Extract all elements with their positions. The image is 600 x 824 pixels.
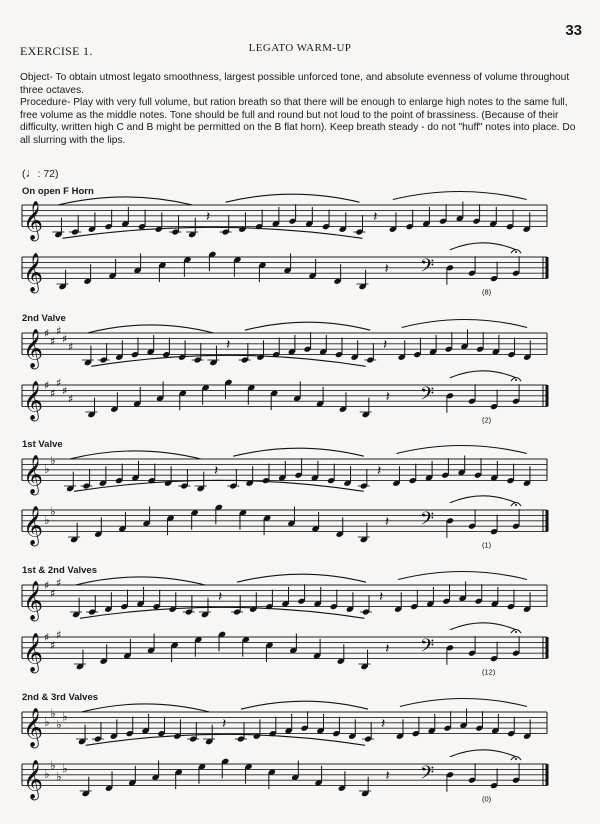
- slur: [245, 322, 371, 330]
- bass-clef-icon: 𝄢: [420, 509, 435, 535]
- treble-clef-icon: 𝄞: [23, 580, 44, 621]
- bass-clef-icon: 𝄢: [420, 636, 435, 662]
- sharp-icon: ♯: [68, 340, 74, 354]
- quarter-rest-icon: 𝄽: [373, 209, 378, 226]
- quarter-rest-icon: 𝄽: [379, 589, 384, 606]
- slur: [76, 577, 205, 585]
- slur: [450, 243, 516, 250]
- treble-clef-icon: 𝄞: [23, 328, 44, 369]
- flat-icon: ♭: [56, 769, 62, 784]
- quarter-rest-icon: 𝄽: [385, 389, 390, 406]
- bass-clef-icon: 𝄢: [420, 256, 435, 282]
- quarter-rest-icon: 𝄽: [384, 514, 390, 531]
- slur: [450, 623, 516, 630]
- treble-clef-icon: 𝄞: [23, 200, 44, 241]
- treble-clef-icon: 𝄞: [23, 454, 44, 495]
- section-label-2nd-3rd-valves: 2nd & 3rd Valves: [22, 692, 99, 703]
- slur: [91, 355, 365, 366]
- treble-clef-icon: 𝄞: [23, 252, 44, 293]
- bass-clef-icon: 𝄢: [420, 763, 435, 789]
- flat-icon: ♭: [62, 761, 68, 776]
- quarter-rest-icon: 𝄽: [384, 261, 389, 278]
- sharp-icon: ♯: [44, 631, 50, 644]
- sharp-icon: ♯: [44, 579, 50, 592]
- slur: [450, 371, 516, 378]
- object-paragraph: Object- To obtain utmost legato smoothness, largest possible unforced tone, and absolute evenness of volume throughout three octaves.: [20, 72, 570, 96]
- page-number: 33: [565, 22, 582, 39]
- slur: [70, 451, 200, 459]
- tempo-value: : 72): [37, 168, 59, 180]
- slur: [86, 734, 365, 745]
- slur: [82, 704, 209, 712]
- section-label-open-f: On open F Horn: [22, 186, 94, 197]
- flat-icon: ♭: [44, 766, 50, 781]
- quarter-rest-icon: 𝄽: [385, 768, 390, 785]
- sharp-icon: ♯: [50, 587, 56, 601]
- flat-icon: ♭: [44, 714, 50, 729]
- slur: [396, 446, 526, 454]
- slur: [241, 701, 368, 709]
- fingering-label: (1): [482, 540, 492, 550]
- sharp-icon: ♯: [50, 387, 56, 401]
- flat-icon: ♭: [50, 706, 56, 721]
- quarter-rest-icon: 𝄽: [217, 589, 223, 606]
- fingering-label: (8): [482, 287, 492, 297]
- quarter-rest-icon: 𝄽: [226, 337, 231, 354]
- treble-clef-icon: 𝄞: [23, 759, 44, 800]
- fingering-label: (2): [482, 415, 492, 425]
- sharp-icon: ♯: [56, 324, 62, 338]
- fermata-dot: [515, 379, 517, 381]
- slur: [398, 572, 527, 580]
- quarter-rest-icon: 𝄽: [382, 337, 388, 354]
- slur: [402, 320, 528, 328]
- tempo-prefix: (: [22, 168, 26, 180]
- flat-icon: ♭: [50, 504, 56, 519]
- exercise-title: EXERCISE 1.: [20, 44, 93, 58]
- procedure-paragraph: Procedure- Play with very full volume, but ration breath so that there will be enough to enlarge high notes to the same full, free volume as the middle notes. Tone should be full and round but not loud to the point of brassiness. (Because of their difficulty, written high C and B might be permitted on the B flat horn). Keep breath steady - do not "huff" notes into place. Do all slurring with the lips.: [20, 97, 576, 146]
- quarter-rest-icon: 𝄽: [385, 641, 390, 658]
- slur: [88, 325, 214, 333]
- flat-icon: ♭: [50, 758, 56, 773]
- quarter-rest-icon: 𝄽: [205, 209, 211, 226]
- slur: [450, 750, 516, 757]
- quarter-rest-icon: 𝄽: [213, 463, 219, 480]
- sharp-icon: ♯: [44, 327, 50, 340]
- quarter-rest-icon: 𝄽: [377, 463, 382, 480]
- treble-clef-icon: 𝄞: [23, 380, 44, 421]
- sharp-icon: ♯: [62, 332, 68, 346]
- flat-icon: ♭: [44, 512, 50, 527]
- treble-clef-icon: 𝄞: [23, 505, 44, 546]
- sharp-icon: ♯: [56, 628, 62, 642]
- fermata-dot: [515, 631, 517, 633]
- treble-clef-icon: 𝄞: [23, 707, 44, 748]
- slur: [226, 194, 360, 202]
- bass-clef-icon: 𝄢: [420, 384, 435, 410]
- sharp-icon: ♯: [50, 335, 56, 349]
- fingering-label: (12): [482, 667, 496, 677]
- slur: [450, 496, 516, 503]
- slur: [400, 699, 527, 707]
- fermata-dot: [515, 758, 517, 760]
- slur: [233, 448, 363, 456]
- quarter-rest-icon: 𝄽: [380, 716, 386, 733]
- slur: [393, 192, 527, 200]
- fingering-label: (0): [482, 794, 492, 804]
- quarter-rest-icon: 𝄽: [222, 716, 227, 733]
- flat-icon: ♭: [56, 717, 62, 732]
- section-label-2nd-valve: 2nd Valve: [22, 313, 66, 324]
- flat-icon: ♭: [44, 461, 50, 476]
- slur: [58, 197, 192, 205]
- fermata-dot: [515, 504, 517, 506]
- slur: [237, 574, 366, 582]
- sharp-icon: ♯: [56, 576, 62, 590]
- sharp-icon: ♯: [44, 379, 50, 392]
- section-label-1st-2nd-valves: 1st & 2nd Valves: [22, 565, 97, 576]
- treble-clef-icon: 𝄞: [23, 632, 44, 673]
- quarter-note-icon: ♩: [25, 166, 38, 180]
- flat-icon: ♭: [62, 709, 68, 724]
- fermata-dot: [515, 251, 517, 253]
- sharp-icon: ♯: [62, 384, 68, 398]
- sharp-icon: ♯: [50, 639, 56, 653]
- sharp-icon: ♯: [68, 392, 74, 406]
- sharp-icon: ♯: [56, 376, 62, 390]
- flat-icon: ♭: [50, 453, 56, 468]
- piece-title: LEGATO WARM-UP: [248, 42, 352, 54]
- section-label-1st-valve: 1st Valve: [22, 439, 63, 450]
